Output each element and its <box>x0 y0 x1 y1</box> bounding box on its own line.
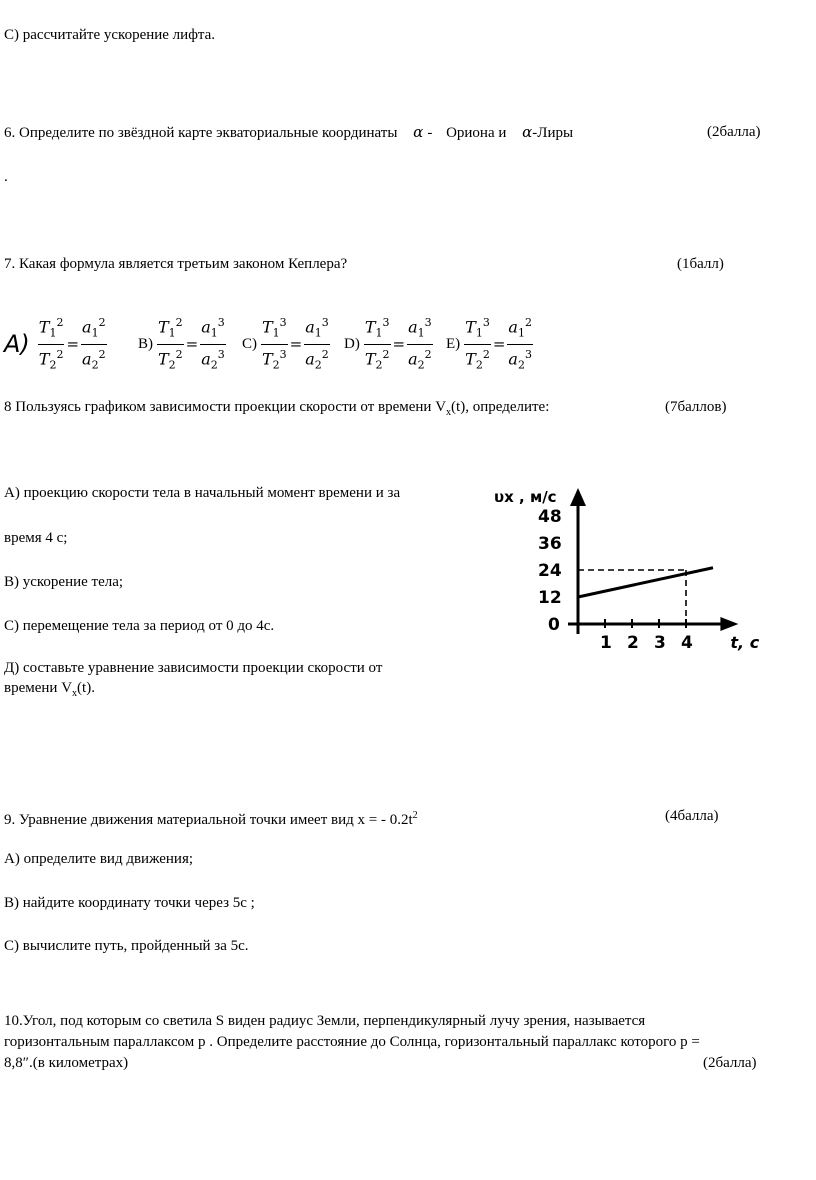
option-d <box>344 314 433 374</box>
velocity-line <box>578 568 713 597</box>
origin-label: 0 <box>548 615 560 635</box>
q6-text-c: -Лиры <box>532 125 574 141</box>
q8-points: (7баллов) <box>665 399 727 415</box>
q8-sub: x <box>446 407 452 418</box>
kepler-options <box>4 314 604 374</box>
option-d-label: D) <box>344 335 360 352</box>
x-tick-label: 2 <box>627 633 639 653</box>
y-tick-label: 48 <box>538 507 562 527</box>
q8-part-d-2 <box>4 679 95 703</box>
q7-points: (1балл) <box>677 256 724 272</box>
q8-d2-text: времени V <box>4 680 73 696</box>
question-6 <box>4 123 573 142</box>
option-d-left-frac: $\frac{T_1^3}{T_2^2}$ <box>364 316 390 372</box>
option-a-right-frac: $\frac{a_1^2}{a_2^2}$ <box>82 316 106 372</box>
q9-points: (4балла) <box>665 808 719 824</box>
option-e-label: E) <box>446 335 461 352</box>
option-a <box>4 314 107 374</box>
q8-d2-end: (t). <box>77 680 95 696</box>
question-7: 7. Какая формула является третьим законом Кеплера? <box>4 256 348 272</box>
option-e-left-frac: $\frac{T_1^3}{T_2^2}$ <box>465 316 490 372</box>
velocity-chart <box>490 478 780 668</box>
question-10-line-3: 8,8″.(в километрах) <box>4 1055 129 1071</box>
chart-ylabel: υx , м/с <box>494 488 557 506</box>
option-b <box>138 314 226 374</box>
option-e-right-frac: $\frac{a_1^2}{a_2^3}$ <box>508 316 532 372</box>
q8-text: 8 Пользуясь графиком зависимости проекции скорости от времени V <box>4 399 447 415</box>
option-d-right-frac: $\frac{a_1^3}{a_2^2}$ <box>408 316 432 372</box>
q8-part-c: С) перемещение тела за период от 0 до 4с. <box>4 618 275 634</box>
option-d-eq: = <box>392 335 406 354</box>
option-a-label: A) <box>4 330 30 359</box>
y-tick-label: 24 <box>538 561 562 581</box>
q9-part-c: С) вычислите путь, пройденный за 5с. <box>4 938 249 954</box>
question-10-line-2: горизонтальным параллаксом p . Определите расстояние до Солнца, горизонтальный параллакс которого p = <box>4 1034 700 1050</box>
q6-dot: . <box>4 169 8 185</box>
q8-d2-sub: x <box>72 688 78 699</box>
alpha-symbol-1: α <box>413 123 424 141</box>
x-tick-label: 1 <box>600 633 612 653</box>
line-c-acceleration: С) рассчитайте ускорение лифта. <box>4 27 216 43</box>
q6-points: (2балла) <box>707 124 761 140</box>
option-c <box>242 314 330 374</box>
q6-text-b: Ориона и <box>446 125 507 141</box>
alpha-symbol-2: α <box>522 123 533 141</box>
option-e-eq: = <box>492 335 506 354</box>
option-a-eq: = <box>66 335 80 354</box>
x-tick-label: 4 <box>681 633 693 653</box>
chart-xlabel: t, с <box>730 633 760 652</box>
q9-sup: 2 <box>412 810 418 821</box>
option-b-eq: = <box>185 335 199 354</box>
option-c-right-frac: $\frac{a_1^3}{a_2^2}$ <box>305 316 329 372</box>
q8-part-a-2: время 4 с; <box>4 530 68 546</box>
question-9 <box>4 807 418 829</box>
option-b-right-frac: $\frac{a_1^3}{a_2^3}$ <box>201 316 225 372</box>
q9-part-a: А) определите вид движения; <box>4 851 194 867</box>
q9-text: 9. Уравнение движения материальной точки имеет вид x = - 0.2t <box>4 812 413 828</box>
x-axis-arrow <box>720 617 738 631</box>
option-e <box>446 314 533 374</box>
q6-dash: - <box>427 125 433 141</box>
option-a-left-frac: $\frac{T_1^2}{T_2^2}$ <box>38 316 64 372</box>
x-tick-label: 3 <box>654 633 666 653</box>
q8-part-b: В) ускорение тела; <box>4 574 124 590</box>
option-c-eq: = <box>289 335 303 354</box>
option-b-label: B) <box>138 335 153 352</box>
q10-points: (2балла) <box>703 1055 757 1071</box>
q8-part-a-1: А) проекцию скорости тела в начальный момент времени и за <box>4 485 401 501</box>
q8-part-d-1: Д) составьте уравнение зависимости проекции скорости от <box>4 660 383 676</box>
y-axis-arrow <box>570 488 586 506</box>
q8-text-end: (t), определите: <box>451 399 550 415</box>
y-tick-label: 12 <box>538 588 562 608</box>
q9-part-b: В) найдите координату точки через 5с ; <box>4 895 255 911</box>
q6-text-a: 6. Определите по звёздной карте экваториальные координаты <box>4 125 398 141</box>
option-b-left-frac: $\frac{T_1^2}{T_2^2}$ <box>158 316 183 372</box>
question-8 <box>4 398 549 422</box>
option-c-left-frac: $\frac{T_1^3}{T_2^3}$ <box>262 316 287 372</box>
question-10-line-1: 10.Угол, под которым со светила S виден радиус Земли, перпендикулярный лучу зрения, называется <box>4 1013 646 1029</box>
y-tick-label: 36 <box>538 534 562 554</box>
option-c-label: C) <box>242 335 257 352</box>
